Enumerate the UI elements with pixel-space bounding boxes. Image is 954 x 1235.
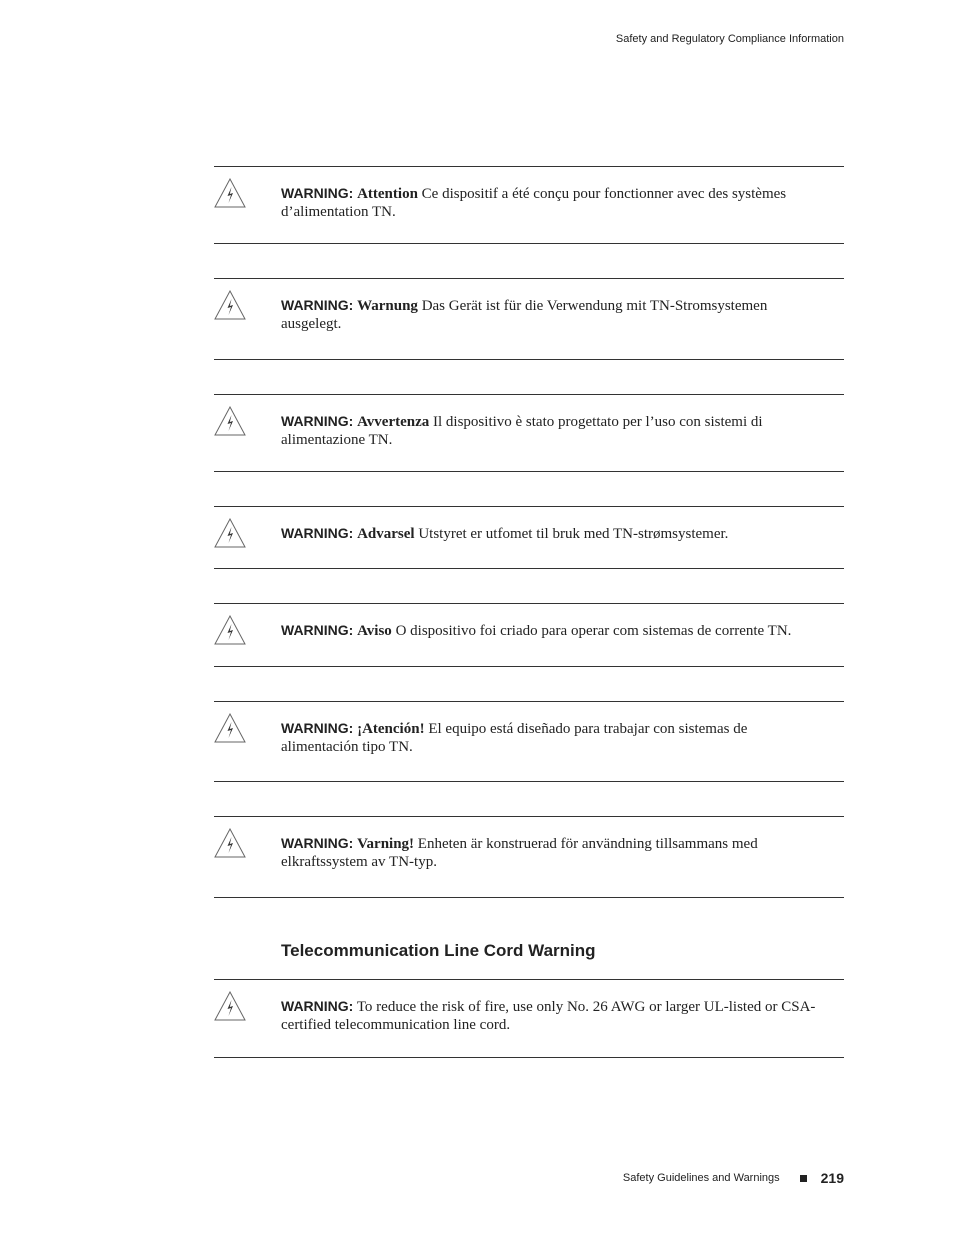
warning-text [281,998,826,1034]
warning-block [214,816,844,898]
electrical-hazard-icon [214,178,246,208]
warning-text [281,835,821,871]
warning-label: WARNING: [281,998,354,1014]
warning-block [214,394,844,472]
electrical-hazard-icon [214,290,246,320]
warning-body: Das Gerät ist für die Verwendung mit TN-Stromsystemen ausgelegt. [281,298,768,332]
warning-body: Ce dispositif a été conçu pour fonctionner avec des systèmes d’alimentation TN. [281,186,787,220]
warning-text [281,297,821,333]
warning-text [281,525,843,543]
footer-title: Safety Guidelines and Warnings [622,1172,780,1184]
warning-body: To reduce the risk of fire, use only No. 26 AWG or larger UL-listed or CSA-certified telecommunication line cord. [281,999,816,1033]
electrical-hazard-icon [214,991,246,1021]
warning-body: Enheten är konstruerad för användning tillsammans med elkraftssystem av TN-typ. [281,836,758,870]
bullet-square-icon [800,1175,807,1182]
warning-keyword: Avvertenza [357,414,430,430]
section-heading: Telecommunication Line Cord Warning [281,941,596,960]
warning-block [214,166,844,244]
warning-block [214,603,844,667]
warning-label: WARNING: [281,297,354,313]
running-header: Safety and Regulatory Compliance Information [615,33,844,45]
warning-body: O dispositivo foi criado para operar com sistemas de corrente TN. [395,623,792,639]
warning-block [214,278,844,360]
warning-text [281,622,861,640]
warning-text [281,720,811,756]
warning-label: WARNING: [281,720,354,736]
electrical-hazard-icon [214,828,246,858]
warning-label: WARNING: [281,835,354,851]
electrical-hazard-icon [214,615,246,645]
warning-label: WARNING: [281,622,354,638]
page-number: 219 [820,1170,844,1186]
electrical-hazard-icon [214,518,246,548]
warning-label: WARNING: [281,185,354,201]
warning-keyword: Attention [357,186,418,202]
warning-text [281,413,801,449]
warning-keyword: Advarsel [357,526,415,542]
warning-text [281,185,843,221]
warning-keyword: Aviso [357,623,392,639]
warning-label: WARNING: [281,413,354,429]
warning-label: WARNING: [281,525,354,541]
warning-body: Il dispositivo è stato progettato per l’uso con sistemi di alimentazione TN. [281,414,763,448]
warning-block [214,506,844,569]
warning-keyword: Varning! [357,836,415,852]
footer [623,1170,844,1186]
warning-keyword: ¡Atención! [357,721,425,737]
warning-block [214,701,844,782]
warning-block [214,979,844,1058]
warning-body: Utstyret er utfomet til bruk med TN-strømsystemer. [418,526,729,542]
warning-keyword: Warnung [357,298,418,314]
electrical-hazard-icon [214,713,246,743]
electrical-hazard-icon [214,406,246,436]
warning-body: El equipo está diseñado para trabajar con sistemas de alimentación tipo TN. [281,721,748,755]
